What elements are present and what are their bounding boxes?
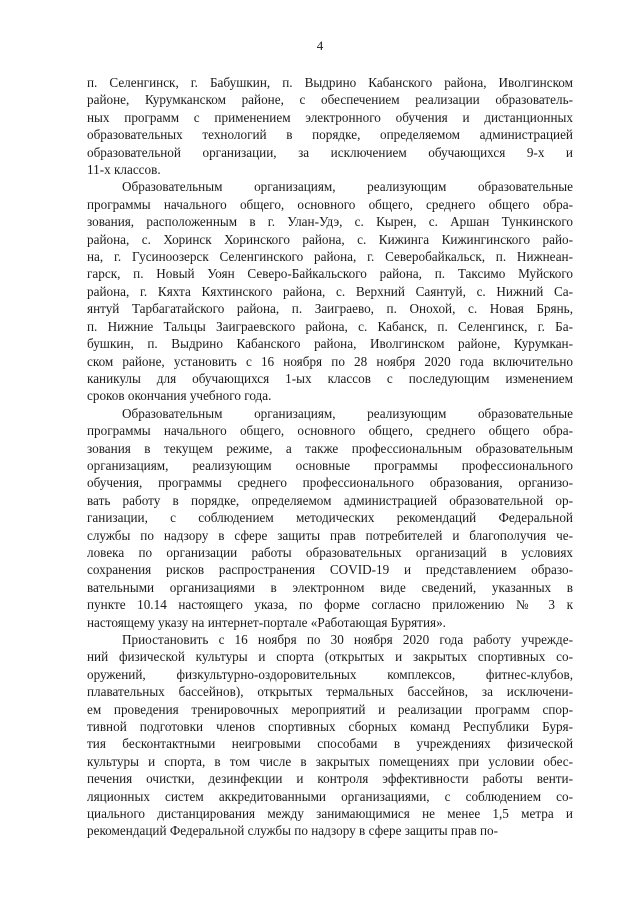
text-line: ганизации, с соблюдением методических рекомендаций Федеральной <box>87 510 573 526</box>
text-line: ловека по организации работы образовательных организаций в условиях <box>87 544 573 560</box>
text-line: пункте 10.14 настоящего указа, по форме согласно приложению № 3 к <box>87 597 573 613</box>
text-line: Образовательным организациям, реализующим образовательные <box>122 179 573 195</box>
text-line: программы начального общего, основного общего, среднего общего обра- <box>87 196 573 212</box>
text-line: службы по надзору в сфере защиты прав потребителей и благополучия че- <box>87 527 573 543</box>
text-line: вательными организациями в электронном виде сведений, указанных в <box>87 579 573 595</box>
text-line: обучения, программы среднего профессионального образования, организо- <box>87 475 573 491</box>
paragraph <box>87 405 573 631</box>
text-line: гарск, п. Новый Уоян Северо-Байкальского района, п. Таксимо Муйского <box>87 266 573 282</box>
text-line: каникулы для обучающихся 1-ых классов с последующим изменением <box>87 370 573 386</box>
text-line: района, с. Хоринск Хоринского района, с. Кижинга Кижингинского райо- <box>87 231 573 247</box>
text-line: оружений, физкультурно-оздоровительных комплексов, фитнес-клубов, <box>87 666 573 682</box>
text-line: рекомендаций Федеральной службы по надзору в сфере защиты прав по- <box>87 823 499 839</box>
text-line: янтуй Тарбагатайского района, п. Заиграево, п. Онохой, с. Новая Брянь, <box>87 301 573 317</box>
text-line: Образовательным организациям, реализующим образовательные <box>122 405 573 421</box>
text-line: программы начального общего, основного общего, среднего общего обра- <box>87 423 573 439</box>
text-line: культуры и спорта, в том числе в закрытых помещениях при условии обес- <box>87 753 573 769</box>
text-line: тивной подготовки членов спортивных сборных команд Республики Буря- <box>87 719 573 735</box>
text-line: п. Селенгинск, г. Бабушкин, п. Выдрино Кабанского района, Иволгинском <box>87 75 573 90</box>
paragraph <box>87 631 573 840</box>
text-line: циального дистанцирования между занимающимися не менее 1,5 метра и <box>87 806 573 822</box>
text-line: района, г. Кяхта Кяхтинского района, с. Верхний Саянтуй, с. Нижний Са- <box>87 283 573 299</box>
text-line: печения очистки, дезинфекции и контроля эффективности работы венти- <box>87 771 573 787</box>
text-line: ем проведения тренировочных мероприятий и реализации программ спор- <box>87 701 573 717</box>
text-line: плавательных бассейнов), открытых термальных бассейнов, за исключени- <box>87 684 573 700</box>
text-line: сроков окончания учебного года. <box>87 388 272 404</box>
text-line: ных программ с применением электронного обучения и дистанционных <box>87 109 573 125</box>
document-body <box>87 74 573 840</box>
text-line: п. Нижние Тальцы Заиграевского района, с. Кабанск, п. Селенгинск, г. Ба- <box>87 318 573 334</box>
paragraph <box>87 178 573 404</box>
page-number: 4 <box>316 38 324 53</box>
text-line: тия бесконтактными неигровыми способами в учреждениях физической <box>87 736 573 752</box>
text-line: 11-х классов. <box>87 162 161 178</box>
text-line: сохранения рисков распространения COVID-19 и представлением образо- <box>87 562 573 578</box>
text-line: настоящему указу на интернет-портале «Работающая Бурятия». <box>87 614 446 630</box>
text-line: зования, расположенным в г. Улан-Удэ, с. Кырен, с. Аршан Тункинского <box>87 214 573 230</box>
text-line: бушкин, п. Выдрино Кабанского района, Иволгинском районе, Курумкан- <box>87 336 573 352</box>
text-line: ний физической культуры и спорта (открытых и закрытых спортивных со- <box>87 649 573 665</box>
text-line: зования в текущем режиме, а также профессиональным образовательным <box>87 440 573 456</box>
paragraph <box>87 74 573 178</box>
text-line: вать работу в порядке, определяемом администрацией образовательной ор- <box>87 492 573 508</box>
text-line: ском районе, установить с 16 ноября по 28 ноября 2020 года включительно <box>87 353 573 369</box>
text-line: образовательных технологий в порядке, определяемом администрацией <box>87 127 573 143</box>
text-line: образовательной организации, за исключением обучающихся 9-х и <box>87 144 573 160</box>
text-line: районе, Курумканском районе, с обеспечением реализации образователь- <box>87 92 573 108</box>
text-line: на, г. Гусиноозерск Селенгинского района, г. Северобайкальск, п. Нижнеан- <box>87 249 573 265</box>
text-line: ляционных систем аккредитованными организациями, с соблюдением со- <box>87 788 573 804</box>
text-line: Приостановить с 16 ноября по 30 ноября 2020 года работу учрежде- <box>122 632 573 647</box>
text-line: организациям, реализующим основные программы профессионального <box>87 457 573 473</box>
